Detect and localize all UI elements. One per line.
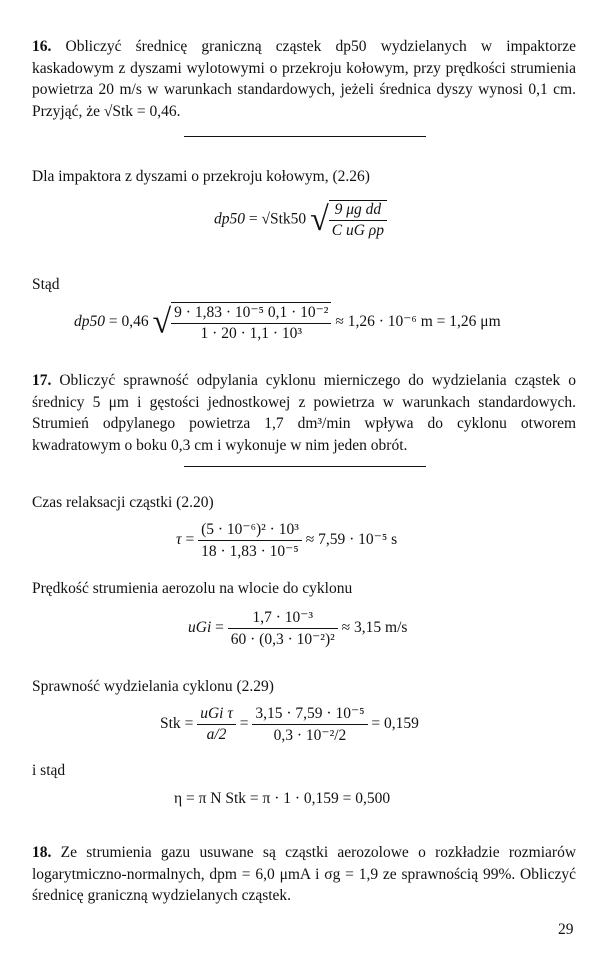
eq5-result: = 0,159 xyxy=(371,715,419,733)
eq1-numerator: 9 μg dd xyxy=(329,201,387,221)
equation-relaxation-time: τ = $\frac{\text{(5 · 10⁻⁶)² · 10³}}{\text{18 · 1,83 · 10⁻⁵}}$ ≈ 7,59 · 10⁻⁵ s xyxy=(176,521,398,560)
eq4-lhs: uGi xyxy=(188,619,212,637)
eq3-numerator: (5 · 10⁻⁶)² · 10³ xyxy=(198,520,302,541)
eq5-denominator-2: 0,3 · 10⁻²/2 xyxy=(273,727,347,744)
problem-17 xyxy=(32,370,576,456)
eq5-numerator-2: 3,15 · 7,59 · 10⁻⁵ xyxy=(252,704,367,725)
problem-18-number: 18. xyxy=(32,844,52,861)
problem-16-text: Obliczyć średnicę graniczną cząstek dp50 wydzielanych w impaktorze kaskadowym z dyszami wylotowymi o przekroju kołowym, przy prędkości strumienia powietrza 20 m/s w warunkach standardowych, jeżeli średnica dyszy wynosi 0,1 cm. Przyjąć, że √Stk = 0,46. xyxy=(32,38,576,120)
eq1-root: √Stk50 xyxy=(261,210,307,228)
problem-16-number: 16. xyxy=(32,38,52,55)
i-stad-label: i stąd xyxy=(32,762,66,779)
separator-1 xyxy=(184,136,426,137)
eq3-denominator: 18 · 1,83 · 10⁻⁵ xyxy=(201,543,299,560)
eq1-radical: √ $\frac{\text{9 μg dd}}{\text{C uG ρp}}$ xyxy=(310,200,387,240)
eq5-numerator-1: uGi τ xyxy=(197,705,236,725)
eq1-denominator: C uG ρp xyxy=(331,222,384,239)
equation-stokes-number: Stk = $\frac{\text{uGi τ}}{a/2}$ = $\frac{\text{3,15 · 7,59 · 10⁻⁵}}{\text{0,3 · 10⁻²/2}}$ = 0,159 xyxy=(160,705,419,744)
efficiency-label: Sprawność wydzielania cyklonu (2.29) xyxy=(32,678,274,695)
eq4-result: ≈ 3,15 m/s xyxy=(341,619,408,637)
eq1-equals: = xyxy=(248,210,258,228)
eq2-coefficient: = 0,46 xyxy=(108,313,149,331)
eq2-denominator: 1 · 20 · 1,1 · 10³ xyxy=(200,325,303,342)
inlet-velocity-label: Prędkość strumienia aerozolu na wlocie do cyklonu xyxy=(32,580,353,597)
problem-17-number: 17. xyxy=(32,372,52,389)
eq3-lhs: τ xyxy=(176,531,182,549)
relaxation-time-label: Czas relaksacji cząstki (2.20) xyxy=(32,494,214,511)
eq5-denominator-1: a/2 xyxy=(206,726,227,743)
eq2-result: ≈ 1,26 · 10⁻⁶ m = 1,26 μm xyxy=(335,313,501,331)
eq3-result: ≈ 7,59 · 10⁻⁵ s xyxy=(305,531,398,549)
equation-dp50-formula xyxy=(214,200,387,240)
eq1-lhs: dp50 xyxy=(214,210,245,228)
solution-16-intro: Dla impaktora z dyszami o przekroju kołowym, (2.26) xyxy=(32,168,370,185)
problem-16 xyxy=(32,36,576,122)
stad-label: Stąd xyxy=(32,276,60,293)
eq5-lhs: Stk xyxy=(160,715,181,733)
eq4-numerator: 1,7 · 10⁻³ xyxy=(228,608,338,629)
problem-17-text: Obliczyć sprawność odpylania cyklonu mierniczego do wydzielania cząstek o średnicy 5 μm i gęstości jednostkowej z powietrza w warunkach standardowych. Strumień odpylanego powietrza 1,7 dm³/min wpływa do cyklonu otworem kwadratowym o boku 0,3 cm i wykonuje w nim jeden obrót. xyxy=(32,372,576,454)
problem-18 xyxy=(32,842,576,907)
eq2-radical: √ $\frac{\text{9 · 1,83 · 10⁻⁵ 0,1 · 10⁻²}}{\text{1 · 20 · 1,1 · 10³}}$ xyxy=(153,302,332,343)
separator-2 xyxy=(184,466,426,467)
eq2-numerator: 9 · 1,83 · 10⁻⁵ 0,1 · 10⁻² xyxy=(171,303,331,324)
equation-dp50-result xyxy=(74,302,501,343)
eq4-denominator: 60 · (0,3 · 10⁻²)² xyxy=(230,631,335,648)
equation-inlet-velocity: uGi = $\frac{\text{1,7 · 10⁻³}}{\text{60 · (0,3 · 10⁻²)²}}$ ≈ 3,15 m/s xyxy=(188,609,408,648)
equation-efficiency: η = π N Stk = π · 1 · 0,159 = 0,500 xyxy=(174,790,391,807)
page-number: 29 xyxy=(558,921,574,938)
problem-18-text: Ze strumienia gazu usuwane są cząstki aerozolowe o rozkładzie rozmiarów logarytmiczno-normalnych, dpm = 6,0 μmA i σg = 1,9 ze sprawnością 99%. Obliczyć średnicę graniczną wydzielanych cząstek. xyxy=(32,844,577,904)
eq2-lhs: dp50 xyxy=(74,313,105,331)
